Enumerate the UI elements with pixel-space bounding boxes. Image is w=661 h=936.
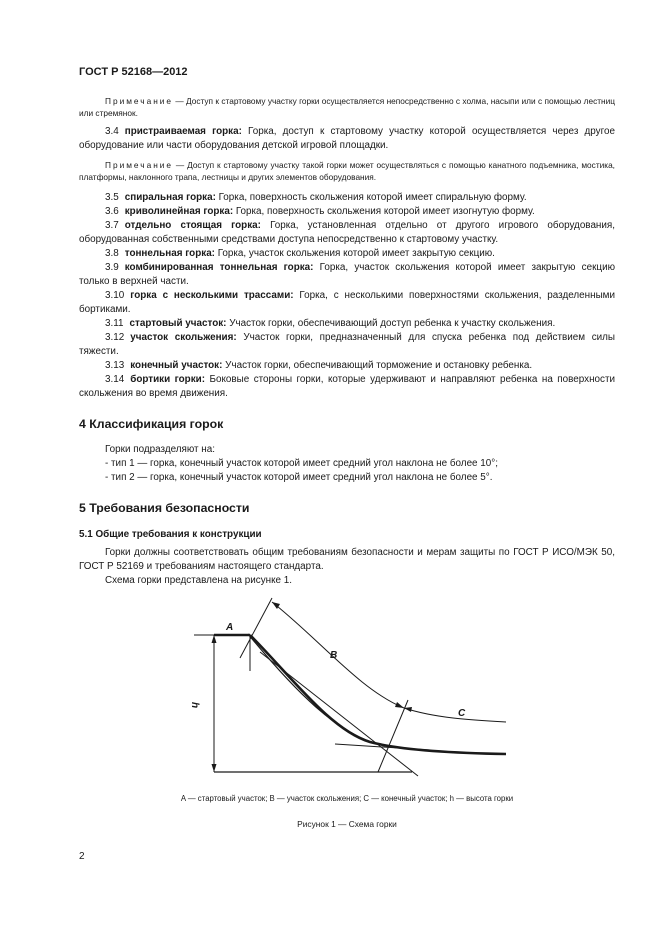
term-name: пристраиваемая горка: [124, 126, 242, 137]
page-number: 2 [79, 851, 85, 862]
term-name: горка с несколькими трассами: [130, 290, 294, 301]
dimension-arc-c [404, 708, 506, 722]
section-5-1-heading: 5.1 Общие требования к конструкции [79, 529, 262, 540]
term-number: 3.4 [105, 126, 119, 137]
slide-diagram [180, 590, 520, 780]
note-1-text: — Доступ к стартовому участку горки осуществляется непосредственно с холма, насыпи или с помощью лестниц или стремянок. [79, 96, 615, 118]
dimension-arc-b [272, 602, 404, 708]
term-definition: Участок горки, обеспечивающий доступ ребенка к участку скольжения. [226, 318, 556, 329]
label-b: B [330, 650, 338, 661]
note-1 [79, 95, 615, 119]
term-definition: Горка, участок скольжения которой имеет закрытую секцию только в верхней части. [79, 262, 615, 287]
term-number: 3.11 [105, 318, 124, 329]
terms-list [79, 191, 615, 401]
slide-surface [250, 635, 506, 754]
term-number: 3.6 [105, 206, 119, 217]
term-name: отдельно стоящая горка: [124, 220, 261, 231]
arc-b-arrow-end [395, 702, 404, 708]
classification-type-2: - тип 2 — горка, конечный участок которой имеет средний угол наклона не более 5°. [105, 472, 493, 483]
term-number: 3.10 [105, 290, 125, 301]
slide-inner-line [248, 634, 388, 746]
term-name: участок скольжения: [130, 332, 237, 343]
term-definition: Горка, установленная отдельно от другого игрового оборудования, оборудованная собственными средствами доступа непосредственно к стартовому участку. [79, 220, 615, 245]
term-name: спиральная горка: [124, 192, 216, 203]
classification-type-1: - тип 1 — горка, конечный участок которой имеет средний угол наклона не более 10°; [105, 458, 498, 469]
term-definition: Участок горки, обеспечивающий торможение и остановку ребенка. [222, 360, 533, 371]
term-3-7 [79, 219, 615, 247]
term-definition: Горка, участок скольжения которой имеет закрытую секцию. [214, 248, 495, 259]
term-name: комбинированная тоннельная горка: [124, 262, 314, 273]
term-name: криволинейная горка: [124, 206, 234, 217]
term-number: 3.13 [105, 360, 125, 371]
label-h: h [189, 702, 200, 709]
term-name: бортики горки: [130, 374, 206, 385]
height-arrow-top [212, 635, 217, 643]
figure-legend: A — стартовый участок; B — участок скольжения; C — конечный участок; h — высота горки [180, 794, 514, 803]
term-3-6 [79, 205, 615, 219]
general-requirements-paragraph: Горки должны соответствовать общим требованиям безопасности и мерам защиты по ГОСТ Р ИСО/МЭК 50, ГОСТ Р 52169 и требованиям настоящего стандарта. [79, 547, 615, 572]
term-3-11 [79, 317, 615, 331]
term-3-9 [79, 261, 615, 289]
figure-reference-paragraph: Схема горки представлена на рисунке 1. [105, 575, 293, 586]
note-2-text: — Доступ к стартовому участку такой горки может осуществляться с помощью канатного подъемника, мостика, платформы, наклонного трапа, лестницы и других элементов оборудования. [79, 160, 615, 182]
document-code: ГОСТ Р 52168—2012 [79, 66, 188, 78]
term-definition: Горка, с несколькими поверхностями скольжения, разделенными бортиками. [79, 290, 615, 315]
classification-intro: Горки подразделяют на: [105, 444, 215, 455]
note-1-label: Примечание [105, 96, 174, 106]
term-3-10 [79, 289, 615, 317]
reference-slope-line [260, 652, 418, 776]
term-name: конечный участок: [130, 360, 223, 371]
term-definition: Горка, поверхность скольжения которой имеет спиральную форму. [215, 192, 527, 203]
note-2-label: Примечание [105, 160, 174, 170]
figure-caption: Рисунок 1 — Схема горки [297, 819, 397, 829]
term-name: стартовый участок: [129, 318, 227, 329]
page-content [79, 95, 615, 588]
term-definition: Горка, поверхность скольжения которой имеет изогнутую форму. [233, 206, 535, 217]
term-definition: Участок горки, предназначенный для спуска ребенка под действием силы тяжести. [79, 332, 616, 357]
term-number: 3.12 [105, 332, 125, 343]
boundary-line-a [240, 598, 272, 658]
term-number: 3.14 [105, 374, 125, 385]
term-number: 3.8 [105, 248, 119, 259]
term-3-5 [79, 191, 615, 205]
note-2 [79, 159, 615, 183]
label-a: A [226, 622, 234, 633]
term-number: 3.7 [105, 220, 119, 231]
term-number: 3.9 [105, 262, 119, 273]
section-5-heading: 5 Требования безопасности [79, 501, 250, 515]
boundary-line-c [378, 700, 408, 772]
term-definition: Горка, доступ к стартовому участку которой осуществляется через другое оборудование или части оборудования детской игровой площадки. [79, 126, 615, 151]
section-4-body [79, 443, 615, 485]
term-3-4 [79, 125, 615, 153]
term-definition: Боковые стороны горки, которые удерживают и направляют ребенка на поверхности скольжения во время движения. [79, 374, 615, 399]
term-3-12 [79, 331, 615, 359]
section-5-1-body [79, 546, 615, 588]
term-3-8 [79, 247, 615, 261]
term-number: 3.5 [105, 192, 119, 203]
section-4-heading: 4 Классификация горок [79, 417, 224, 431]
term-3-14 [79, 373, 615, 401]
term-name: тоннельная горка: [124, 248, 215, 259]
label-c: C [458, 708, 466, 719]
height-arrow-bottom [212, 764, 217, 772]
term-3-13 [79, 359, 615, 373]
